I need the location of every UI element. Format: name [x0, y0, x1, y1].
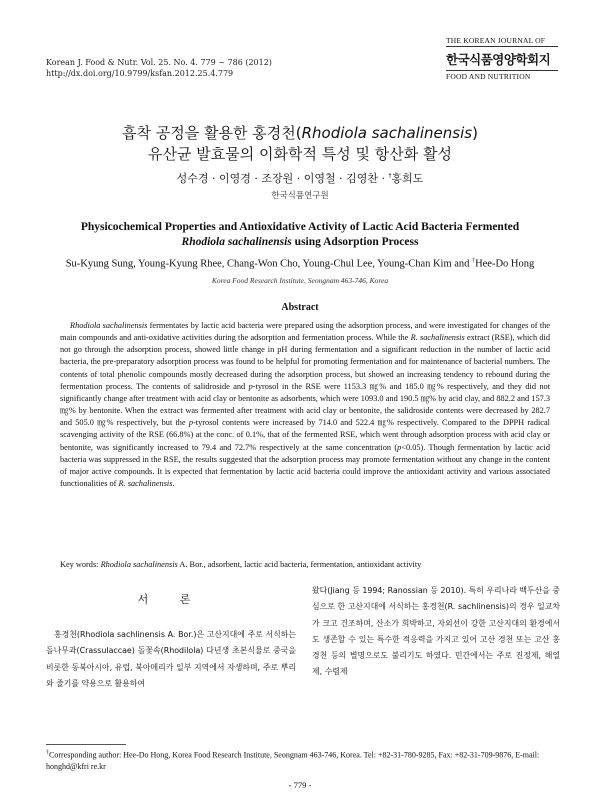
english-author-names: Su-Kyung Sung, Young-Kyung Rhee, Chang-Won Cho, Young-Chul Lee, Young-Chan Kim and	[65, 258, 473, 270]
intro-right-paragraph: 왔다(Jiang 등 1994; Ranossian 등 2010). 특히 우리나라 백두산을 중심으로 한 고산지대에 서식하는 홍경천(R. sachlinensis)의 경우 일교차가 크고 건조하며, 산소가 희박하고, 자외선이 강한 고산지대의 환경에서도 생존할 수 있는 특수한 적응력을 가지고 있어 고산 경천 또는 고산 홍경천 등의 별명으로도 불리기도 하였다. 민간에서는 주로 진정제, 해열제, 수렴제	[312, 586, 560, 677]
keywords-species: Rhodiola sachalinensis	[100, 560, 178, 569]
abstract-p-2: p	[188, 418, 194, 428]
english-affiliation: Korea Food Research Institute, Seongnam 463-746, Korea	[211, 276, 389, 285]
abstract-text-3: -tyrosol in the RSE were 1153.3 ㎎% and 185.0 ㎎% respectively, and they did not significantly change after treatment with acid clay or bentonite as adsorbents, which were 1093.0 and 190.5 ㎎% by acid clay, and 882.2 and 157.3 ㎎% by bentonite. When the extract was fermented after treatment with acid clay or bentonite, the salidroside contents were decreased by 282.7 and 505.0 ㎎% respectively, but the	[60, 381, 551, 428]
journal-logo	[446, 36, 558, 81]
english-title-line2	[40, 235, 560, 250]
english-title	[40, 220, 560, 250]
korean-authors	[40, 170, 560, 186]
korean-title-line2: 유산균 발효물의 이화학적 특성 및 항산화 활성	[148, 145, 452, 163]
section-heading-intro: 서 론	[137, 593, 205, 606]
english-authors	[30, 258, 570, 270]
journal-citation-block	[46, 57, 272, 79]
korean-corresponding-author: 홍희도	[391, 172, 424, 185]
abstract-p-3: p	[397, 442, 402, 452]
intro-left-text	[46, 627, 296, 692]
english-title-species: Rhodiola sachalinensis	[181, 236, 292, 248]
abstract-text-4: -tyrosol contents were increased by 714.0 and 522.4 ㎎% respectively. Compared to the DPPH radical scavenging activity of the RSE (66.8%) at the conc. of 0.1%, that of the fermented RSE, which went through adsorption process with acid clay or bentonite, was significantly increased to 79.4 and 72.7% respectively at the same concentration (	[60, 418, 550, 452]
footnote-mark: †	[46, 750, 49, 756]
intro-right-text	[312, 583, 560, 681]
abstract-text-5: <0.05). Though fermentation by lactic acid bacteria was suppressed in the RSE, the results suggested that the adsorption process may promote fermentation without any change in the content of major active compounds. It is expected that fermentation by lactic acid bacteria could improve the antioxidant activity and various associated functionalities of	[60, 442, 550, 489]
english-corresponding-author: Hee-Do Hong	[475, 258, 535, 270]
journal-logo-korean: 한국식품영양학회지	[446, 52, 551, 67]
footnote-rule	[46, 744, 126, 745]
intro-left-paragraph: 홍경천(Rhodiola sachlinensis A. Bor.)은 고산지대에 주로 서식하는 돌나무과(Crassulaccae) 돌꽃속(Rhodilola) 다년생 초본식물로 중국을 비롯한 동북아시아, 유럽, 북아메리카 일부 지역에서 자생하며, 주로 뿌리와 줄기를 약용으로 활용하여	[46, 630, 296, 688]
keywords-label: Key words:	[60, 560, 101, 569]
abstract-end: .	[172, 479, 175, 489]
korean-author-names: 성수경 · 이영경 · 조장원 · 이영철 · 김영찬 ·	[176, 172, 389, 185]
abstract-species-abbrev: R. sachalinensis	[410, 333, 465, 343]
journal-logo-top: THE KOREAN JOURNAL OF	[446, 36, 558, 47]
abstract-species-end: R. sachalinensis	[118, 479, 173, 489]
journal-doi-link[interactable]: http://dx.doi.org/10.9799/ksfan.2012.25.4.779	[46, 69, 234, 78]
intro-right-column	[312, 583, 560, 681]
korean-title-line1	[40, 123, 560, 144]
abstract-paragraph	[60, 320, 550, 490]
footnote-text: Corresponding author: Hee-Do Hong, Korea Food Research Institute, Seongnam 463-746, Korea. Tel: +82-31-780-9285, Fax: +82-31-709-9876, E-mail: honghd@kfri re.kr	[46, 750, 540, 771]
page-number: - 779 -	[288, 780, 312, 790]
korean-title-species: Rhodiola sachalinensis	[301, 124, 473, 142]
corresponding-mark-en: †	[472, 258, 476, 264]
corresponding-mark: †	[388, 172, 392, 180]
korean-title-suffix: )	[472, 124, 478, 142]
abstract-heading: Abstract	[281, 302, 319, 313]
keywords	[60, 560, 550, 569]
korean-title-prefix: 흡착 공정을 활용한 홍경천(	[122, 124, 302, 142]
abstract-species: Rhodiola sachalinensis	[70, 321, 148, 330]
korean-title	[40, 123, 560, 165]
abstract-p-1: p	[248, 381, 253, 391]
abstract-text-1: fermentates by lactic acid bacteria were prepared using the adsorption process, and were investigated for changes of the main compounds and anti-oxidative activities during the adsorption and fermentation process. While the	[60, 321, 550, 343]
korean-affiliation: 한국식품연구원	[271, 191, 329, 201]
intro-left-column	[46, 583, 296, 692]
abstract-text-2: extract (RSE), which did not go through the adsorption process, showed little change in pH during fermentation and a significant reduction in the number of lactic acid bacteria, the pre-preparatory adsorption process was found to be helpful for promoting fermentation and for maintenance of bacterial numbers. The contents of total phenolic compounds mostly decreased during the adsorption process, but showed an increasing tendency to rebound during the fermentation process. The contents of salidroside and	[60, 333, 550, 391]
journal-citation: Korean J. Food & Nutr. Vol. 25. No. 4. 779 ~ 786 (2012)	[46, 58, 272, 67]
english-title-line1: Physicochemical Properties and Antioxidative Activity of Lactic Acid Bacteria Fermented	[80, 221, 520, 233]
footnote	[46, 748, 560, 772]
english-title-rest: using Adsorption Process	[291, 236, 419, 248]
keywords-list: A. Bor., adsorbent, lactic acid bacteria, fermentation, antioxidant activity	[177, 560, 422, 569]
journal-logo-bottom: FOOD AND NUTRITION	[446, 70, 558, 81]
abstract-body	[60, 320, 550, 490]
